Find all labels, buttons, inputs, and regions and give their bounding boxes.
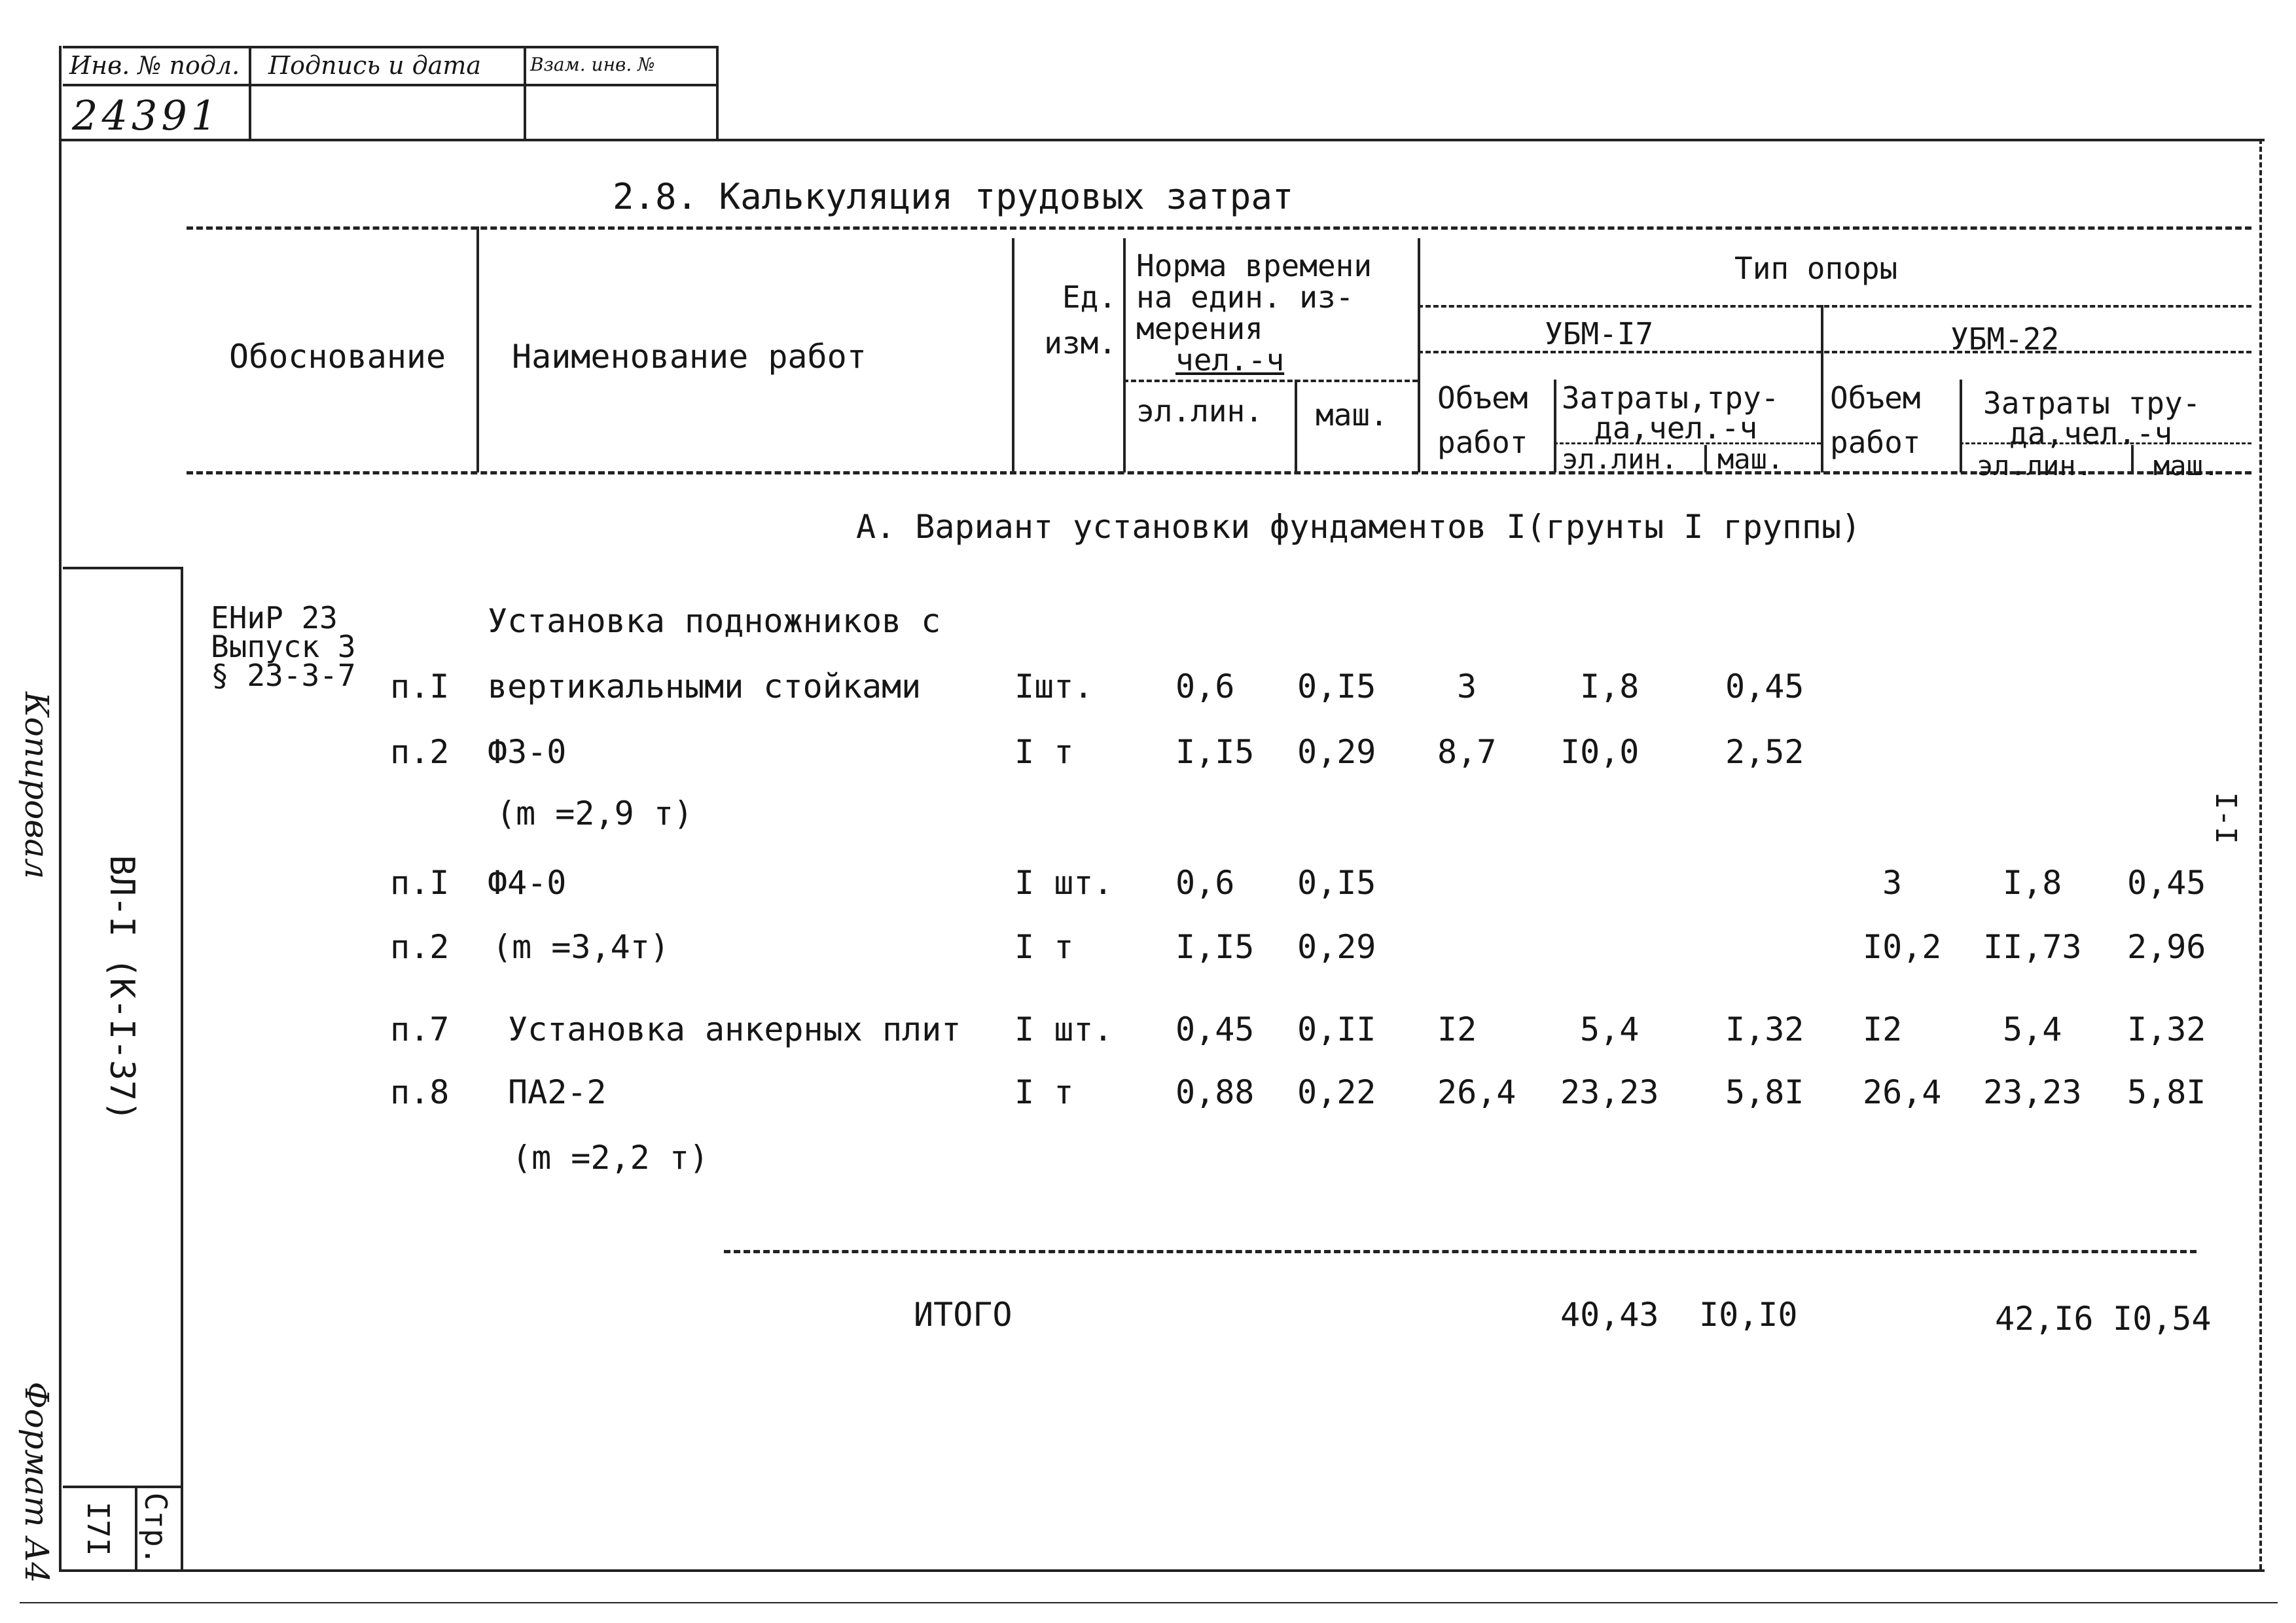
row-name: (m =2,9 т): [496, 794, 694, 832]
header-costs17-mash: маш.: [1717, 443, 1784, 475]
row-unit: I т: [1014, 733, 1074, 771]
header-work-name: Наименование работ: [512, 338, 867, 376]
header-norm-mash: маш.: [1316, 397, 1388, 433]
side-code: ВЛ-I (К-I-37): [102, 855, 141, 1122]
header-costs22-el: эл.лин.: [1977, 450, 2093, 482]
row-norm-el: 0,88: [1175, 1073, 1255, 1111]
side-marker: I-I: [2209, 792, 2243, 844]
header-norm-1: Норма времени: [1136, 248, 1372, 283]
row-para: п.2: [390, 928, 450, 966]
frame-top: [59, 139, 2265, 141]
row-para: п.8: [390, 1073, 450, 1111]
row-name: (m =3,4т): [492, 928, 670, 966]
basis-line-2: Выпуск 3: [211, 629, 356, 664]
section-caption: А. Вариант установки фундаментов I(грунты I группы): [856, 508, 1861, 546]
header-norm-el: эл.лин.: [1136, 393, 1263, 429]
row-para: п.2: [390, 733, 450, 771]
header-basis: Обоснование: [229, 338, 446, 376]
row-c22-mash: 2,96: [2127, 928, 2206, 966]
row-c22-mash: 0,45: [2127, 864, 2206, 902]
row-c22-mash: 5,8I: [2127, 1073, 2206, 1111]
row-c17-mash: I,32: [1725, 1010, 1804, 1048]
row-unit: I шт.: [1014, 1010, 1113, 1048]
row-norm-mash: 0,I5: [1297, 864, 1376, 902]
row-c17-mash: 5,8I: [1725, 1073, 1804, 1111]
row-name: вертикальными стойками: [488, 668, 922, 705]
header-volume17-1: Объем: [1437, 380, 1528, 416]
total-separator: [724, 1250, 2197, 1253]
frame-bottom: [59, 1569, 2265, 1572]
row-vol22: 3: [1882, 864, 1903, 902]
header-costs22-1: Затраты тру-: [1983, 385, 2201, 421]
header-unit-1: Ед.: [1062, 279, 1117, 315]
header-norm-3: мерения: [1136, 311, 1263, 346]
side-page-label: Стр.: [138, 1492, 174, 1565]
total-c17-el: 40,43: [1560, 1296, 1659, 1334]
row-norm-el: 0,6: [1175, 668, 1235, 705]
row-c17-el: 23,23: [1560, 1073, 1659, 1111]
row-vol22: I2: [1863, 1010, 1903, 1048]
basis-line-3: § 23-3-7: [211, 658, 356, 693]
row-c17-el: I,8: [1580, 668, 1640, 705]
total-c22-el: 42,I6: [1995, 1300, 2094, 1338]
row-c22-el: 5,4: [2003, 1010, 2062, 1048]
row-norm-el: 0,45: [1175, 1010, 1255, 1048]
total-c17-mash: I0,I0: [1699, 1296, 1798, 1334]
header-volume22-1: Объем: [1830, 380, 1921, 416]
row-c17-mash: 0,45: [1725, 668, 1804, 705]
header-ubm22: УБМ-22: [1950, 321, 2060, 357]
header-norm-2: на един. из-: [1136, 279, 1354, 315]
row-para: п.I: [390, 668, 450, 705]
side-copied: Копировал: [18, 691, 56, 880]
row-para: п.7: [390, 1010, 450, 1048]
row-vol17: 3: [1457, 668, 1477, 705]
header-bottom-line: [187, 471, 2251, 474]
row-name: Установка подножников с: [488, 602, 941, 640]
row-name: Установка анкерных плит: [508, 1010, 961, 1048]
row-norm-mash: 0,29: [1297, 928, 1376, 966]
row-name: Ф3-0: [488, 733, 567, 771]
row-vol22: I0,2: [1863, 928, 1942, 966]
row-norm-el: I,I5: [1175, 928, 1255, 966]
stamp-sign-label: Подпись и дата: [268, 51, 482, 80]
header-costs22-2: да,чел.-ч: [2009, 416, 2173, 451]
row-vol17: I2: [1437, 1010, 1477, 1048]
row-c17-mash: 2,52: [1725, 733, 1804, 771]
page-title: 2.8. Калькуляция трудовых затрат: [613, 176, 1294, 217]
row-unit: I шт.: [1014, 864, 1113, 902]
header-ubm17: УБМ-I7: [1545, 316, 1654, 351]
row-c17-el: I0,0: [1560, 733, 1640, 771]
total-c22-mash: I0,54: [2113, 1300, 2212, 1338]
row-name: Ф4-0: [488, 864, 567, 902]
row-name: ПА2-2: [508, 1073, 607, 1111]
row-para: п.I: [390, 864, 450, 902]
side-page-num: I7I: [81, 1501, 117, 1556]
stamp-inv-number: 24391: [72, 92, 221, 139]
row-norm-mash: 0,22: [1297, 1073, 1376, 1111]
total-label: ИТОГО: [914, 1296, 1013, 1334]
row-vol17: 8,7: [1437, 733, 1497, 771]
header-unit-2: изм.: [1044, 325, 1117, 361]
row-unit: Iшт.: [1014, 668, 1094, 705]
header-volume17-2: работ: [1437, 425, 1528, 460]
row-vol22: 26,4: [1863, 1073, 1942, 1111]
basis-line-1: ЕНиР 23: [211, 600, 338, 635]
row-norm-mash: 0,29: [1297, 733, 1376, 771]
row-norm-el: I,I5: [1175, 733, 1255, 771]
header-costs17-el: эл.лин.: [1562, 443, 1678, 475]
row-c22-el: I,8: [2003, 864, 2062, 902]
row-name: (m =2,2 т): [512, 1139, 709, 1177]
row-c22-el: II,73: [1983, 928, 2082, 966]
header-support-type: Тип опоры: [1734, 251, 1898, 286]
header-costs22-mash: маш.: [2153, 450, 2220, 482]
sheet-bottom-edge: [20, 1602, 2278, 1603]
row-unit: I т: [1014, 1073, 1074, 1111]
row-norm-mash: 0,I5: [1297, 668, 1376, 705]
row-c22-mash: I,32: [2127, 1010, 2206, 1048]
stamp-inv-label: Инв. № подл.: [69, 51, 240, 80]
row-norm-mash: 0,II: [1297, 1010, 1376, 1048]
side-format: Формат А4: [18, 1382, 56, 1583]
row-c22-el: 23,23: [1983, 1073, 2082, 1111]
row-norm-el: 0,6: [1175, 864, 1235, 902]
header-top-line: [187, 226, 2251, 230]
stamp-replace-label: Взам. инв. №: [530, 54, 655, 75]
frame-right: [2259, 139, 2262, 1569]
row-c17-el: 5,4: [1580, 1010, 1640, 1048]
header-costs17-1: Затраты,тру-: [1562, 380, 1780, 416]
header-norm-4: чел.-ч: [1175, 342, 1285, 378]
header-volume22-2: работ: [1830, 425, 1921, 460]
row-vol17: 26,4: [1437, 1073, 1516, 1111]
header-costs17-2: да,чел.-ч: [1594, 410, 1758, 446]
frame-left: [59, 46, 62, 1571]
row-unit: I т: [1014, 928, 1074, 966]
